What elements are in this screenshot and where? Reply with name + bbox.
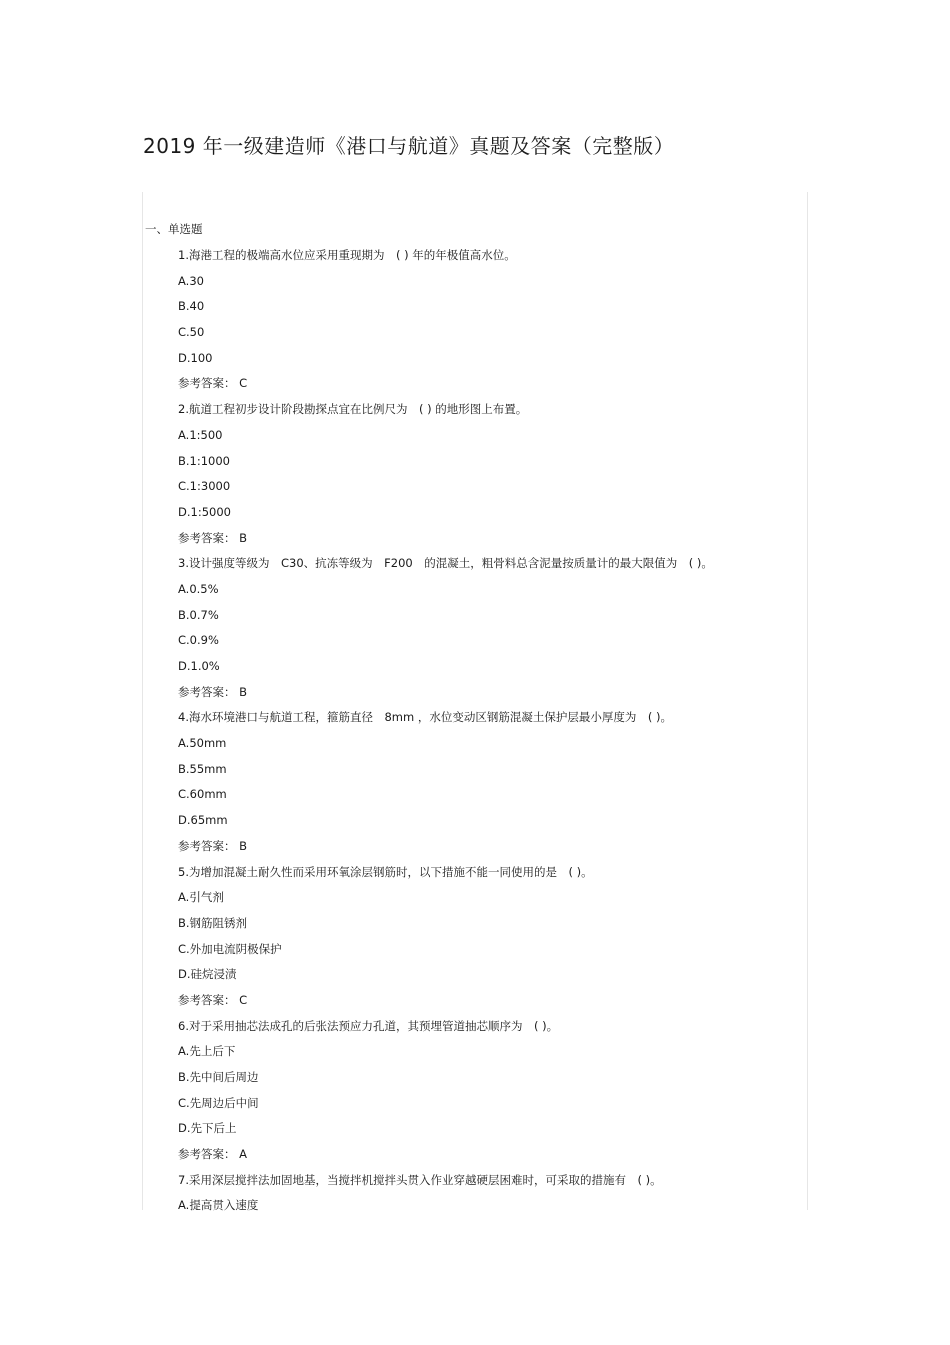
question-stem: 5.为增加混凝土耐久性而采用环氧涂层钢筋时，以下措施不能一同使用的是 ( )。	[178, 864, 593, 879]
option-d: D.硅烷浸渍	[178, 967, 237, 982]
option-d: D.100	[178, 350, 213, 365]
option-b: B.55mm	[178, 761, 227, 776]
option-c: C.先周边后中间	[178, 1095, 259, 1110]
option-a: A.1:500	[178, 427, 223, 442]
question-stem: 4.海水环境港口与航道工程，箍筋直径 8mm ，水位变动区钢筋混凝土保护层最小厚度为 ( )。	[178, 710, 672, 725]
option-a: A.50mm	[178, 736, 227, 751]
option-d: D.1:5000	[178, 504, 231, 519]
option-c: C.外加电流阴极保护	[178, 941, 282, 956]
answer-line: 参考答案： B	[178, 838, 248, 853]
option-b: B.1:1000	[178, 453, 231, 468]
question-stem: 2.航道工程初步设计阶段勘探点宜在比例尺为 ( ) 的地形图上布置。	[178, 402, 528, 417]
option-d: D.65mm	[178, 813, 228, 828]
option-b: B.0.7%	[178, 607, 219, 622]
answer-line: 参考答案： C	[178, 992, 248, 1007]
option-c: C.0.9%	[178, 633, 219, 648]
answer-line: 参考答案： B	[178, 684, 248, 699]
question-stem: 7.采用深层搅拌法加固地基，当搅拌机搅拌头贯入作业穿越硬层困难时，可采取的措施有 ( )。	[178, 1172, 662, 1187]
question-list	[178, 246, 713, 1222]
option-b: B.40	[178, 299, 205, 314]
option-b: B.先中间后周边	[178, 1070, 259, 1084]
answer-line: 参考答案： C	[178, 376, 248, 391]
option-c: C.50	[178, 325, 205, 340]
option-d: D.1.0%	[178, 659, 220, 673]
question-stem: 6.对于采用抽芯法成孔的后张法预应力孔道，其预埋管道抽芯顺序为 ( )。	[178, 1018, 559, 1033]
option-d: D.先下后上	[178, 1121, 237, 1136]
question-stem: 3.设计强度等级为 C30、抗冻等级为 F200 的混凝土，粗骨料总含泥量按质量计的最大限值为 ( )。	[178, 556, 713, 571]
option-a: A.提高贯入速度	[178, 1198, 259, 1213]
option-a: A.先上后下	[178, 1044, 236, 1059]
section-heading: 一、单选题	[145, 222, 203, 236]
document-title: 2019 年一级建造师《港口与航道》真题及答案（完整版）	[143, 134, 675, 158]
option-a: A.30	[178, 273, 204, 288]
question-stem: 1.海港工程的极端高水位应采用重现期为 ( ) 年的年极值高水位。	[178, 248, 516, 262]
option-b: B.钢筋阻锈剂	[178, 915, 248, 930]
option-c: C.60mm	[178, 787, 227, 802]
option-a: A.0.5%	[178, 581, 219, 596]
answer-line: 参考答案： A	[178, 1147, 248, 1162]
option-c: C.1:3000	[178, 479, 231, 494]
option-a: A.引气剂	[178, 890, 224, 905]
answer-line: 参考答案： B	[178, 530, 248, 545]
